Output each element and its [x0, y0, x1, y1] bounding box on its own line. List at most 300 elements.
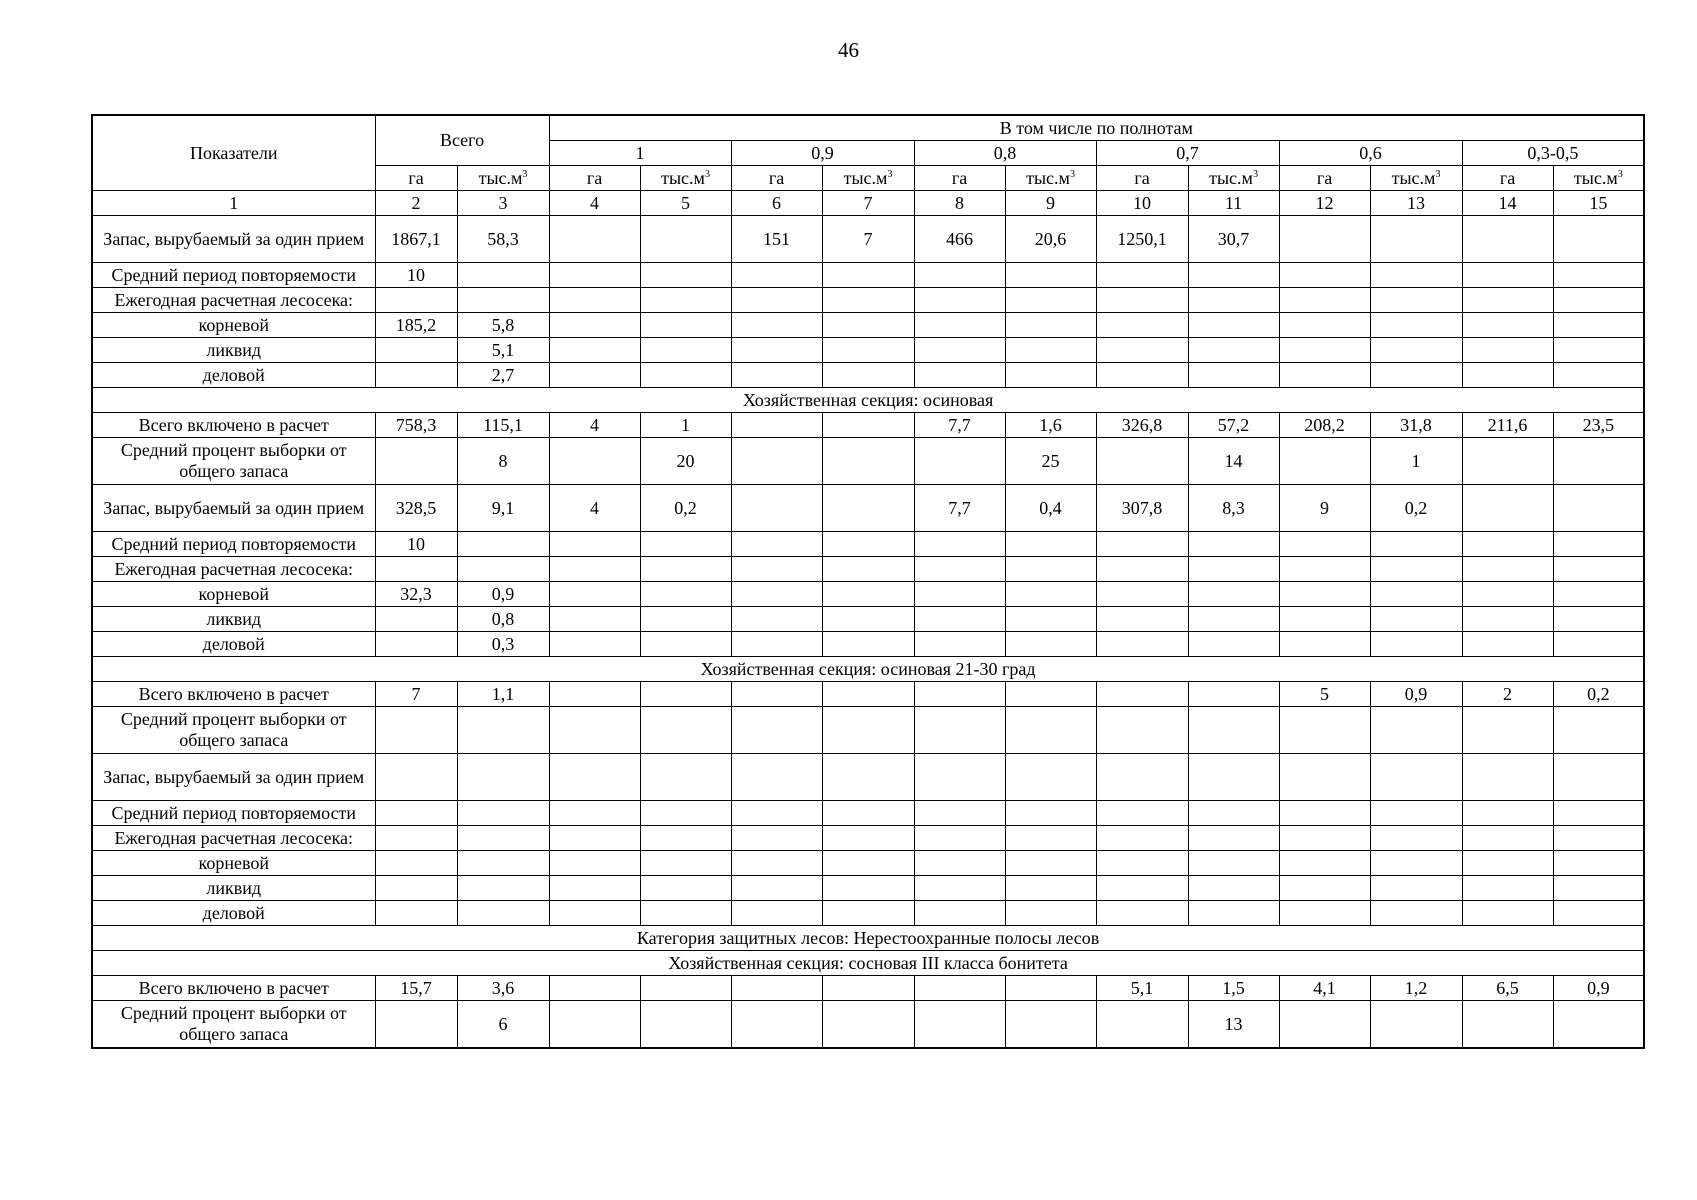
- table-cell: 1250,1: [1096, 216, 1188, 263]
- row-label: корневой: [92, 313, 375, 338]
- table-cell: [640, 976, 731, 1001]
- table-cell: [822, 582, 914, 607]
- table-cell: [1005, 263, 1096, 288]
- unit-m3-text: тыс.м: [478, 167, 523, 188]
- table-cell: 13: [1188, 1001, 1279, 1049]
- table-cell: [1279, 288, 1370, 313]
- table-cell: [1188, 754, 1279, 801]
- header-total: Всего: [375, 115, 549, 166]
- table-cell: [1279, 363, 1370, 388]
- table-cell: [1370, 216, 1462, 263]
- table-cell: [731, 826, 822, 851]
- table-cell: [640, 288, 731, 313]
- table-cell: [1005, 288, 1096, 313]
- unit-ha: га: [731, 166, 822, 191]
- table-cell: [549, 263, 640, 288]
- table-cell: [457, 851, 549, 876]
- table-cell: [640, 851, 731, 876]
- section-row: [92, 657, 1644, 682]
- table-cell: [1370, 826, 1462, 851]
- table-cell: [375, 632, 457, 657]
- row-label: Запас, вырубаемый за один прием: [92, 754, 375, 801]
- column-number: 8: [914, 191, 1005, 216]
- table-cell: [914, 607, 1005, 632]
- table-cell: [914, 826, 1005, 851]
- table-cell: 1: [1370, 438, 1462, 485]
- table-cell: 208,2: [1279, 413, 1370, 438]
- table-cell: [731, 363, 822, 388]
- table-cell: [457, 288, 549, 313]
- row-label: деловой: [92, 901, 375, 926]
- header-density: 0,8: [914, 141, 1096, 166]
- table-cell: 2,7: [457, 363, 549, 388]
- column-number: 4: [549, 191, 640, 216]
- section-row: [92, 951, 1644, 976]
- unit-m3: [1370, 166, 1462, 191]
- table-row: [92, 801, 1644, 826]
- table-cell: [822, 901, 914, 926]
- table-cell: [1462, 582, 1553, 607]
- table-cell: [1462, 338, 1553, 363]
- table-cell: 307,8: [1096, 485, 1188, 532]
- table-row: [92, 1001, 1644, 1049]
- table-cell: [1096, 754, 1188, 801]
- table-cell: [1005, 338, 1096, 363]
- table-cell: [1462, 851, 1553, 876]
- table-cell: [1462, 876, 1553, 901]
- table-cell: [1370, 851, 1462, 876]
- table-cell: 10: [375, 263, 457, 288]
- table-cell: 0,2: [1553, 682, 1644, 707]
- unit-m3-text: тыс.м: [1573, 167, 1618, 188]
- table-row: [92, 263, 1644, 288]
- table-cell: 5,1: [1096, 976, 1188, 1001]
- table-cell: 328,5: [375, 485, 457, 532]
- table-cell: [549, 682, 640, 707]
- table-cell: [1096, 607, 1188, 632]
- table-cell: 20: [640, 438, 731, 485]
- table-cell: [1462, 532, 1553, 557]
- row-label: Средний период повторяемости: [92, 801, 375, 826]
- table-row: [92, 632, 1644, 657]
- table-cell: [914, 851, 1005, 876]
- header-density: 0,9: [731, 141, 914, 166]
- table-cell: [914, 288, 1005, 313]
- table-cell: [1005, 851, 1096, 876]
- table-cell: [1553, 632, 1644, 657]
- table-cell: [1279, 216, 1370, 263]
- table-cell: [822, 413, 914, 438]
- table-row: [92, 876, 1644, 901]
- table-row: [92, 363, 1644, 388]
- table-cell: 5,1: [457, 338, 549, 363]
- table-row: [92, 582, 1644, 607]
- table-cell: [1553, 557, 1644, 582]
- table-cell: [1370, 288, 1462, 313]
- table-cell: [1005, 363, 1096, 388]
- table-cell: [1096, 876, 1188, 901]
- table-cell: 1,1: [457, 682, 549, 707]
- table-cell: 326,8: [1096, 413, 1188, 438]
- table-cell: [1096, 1001, 1188, 1049]
- table-cell: [1096, 438, 1188, 485]
- table-cell: [1188, 901, 1279, 926]
- table-cell: 6,5: [1462, 976, 1553, 1001]
- row-label: Всего включено в расчет: [92, 976, 375, 1001]
- table-cell: [1462, 485, 1553, 532]
- table-cell: 758,3: [375, 413, 457, 438]
- table-cell: 0,2: [1370, 485, 1462, 532]
- table-cell: [1553, 338, 1644, 363]
- unit-ha: га: [1279, 166, 1370, 191]
- table-cell: [1188, 876, 1279, 901]
- table-row: [92, 338, 1644, 363]
- table-cell: [1096, 263, 1188, 288]
- table-cell: [375, 707, 457, 754]
- table-cell: [1188, 338, 1279, 363]
- table-cell: [1370, 801, 1462, 826]
- table-cell: [549, 338, 640, 363]
- table-cell: 9: [1279, 485, 1370, 532]
- table-row: [92, 754, 1644, 801]
- table-cell: 25: [1005, 438, 1096, 485]
- table-cell: [1279, 607, 1370, 632]
- table-cell: [1370, 607, 1462, 632]
- table-cell: [914, 438, 1005, 485]
- table-cell: [1370, 707, 1462, 754]
- table-cell: [549, 532, 640, 557]
- row-label: корневой: [92, 851, 375, 876]
- unit-ha: га: [375, 166, 457, 191]
- table-cell: [457, 263, 549, 288]
- table-cell: 10: [375, 532, 457, 557]
- column-number: 6: [731, 191, 822, 216]
- table-cell: [457, 707, 549, 754]
- table-cell: [731, 754, 822, 801]
- table-row: [92, 826, 1644, 851]
- column-number: 2: [375, 191, 457, 216]
- table-cell: [914, 976, 1005, 1001]
- table-cell: [731, 632, 822, 657]
- page-number: 46: [838, 38, 859, 62]
- table-cell: [914, 313, 1005, 338]
- section-title: Хозяйственная секция: сосновая III класса бонитета: [92, 951, 1644, 976]
- table-cell: [822, 338, 914, 363]
- table-cell: [1553, 532, 1644, 557]
- table-cell: [1279, 438, 1370, 485]
- table-cell: [640, 532, 731, 557]
- table-cell: 5: [1279, 682, 1370, 707]
- table-cell: [1279, 826, 1370, 851]
- table-cell: 7: [375, 682, 457, 707]
- table-cell: 4: [549, 413, 640, 438]
- table-cell: [914, 263, 1005, 288]
- table-cell: [375, 607, 457, 632]
- table-cell: [1279, 901, 1370, 926]
- unit-m3-text: тыс.м: [843, 167, 888, 188]
- table-cell: [1279, 557, 1370, 582]
- table-cell: [731, 532, 822, 557]
- table-cell: [375, 438, 457, 485]
- table-cell: [640, 338, 731, 363]
- table-cell: 58,3: [457, 216, 549, 263]
- table-cell: [914, 801, 1005, 826]
- table-cell: [822, 438, 914, 485]
- table-cell: [375, 826, 457, 851]
- table-cell: [549, 754, 640, 801]
- table-cell: [731, 707, 822, 754]
- table-cell: [731, 801, 822, 826]
- table-cell: 2: [1462, 682, 1553, 707]
- unit-m3: [822, 166, 914, 191]
- table-cell: [822, 826, 914, 851]
- table-cell: 7,7: [914, 485, 1005, 532]
- table-cell: [1005, 876, 1096, 901]
- unit-m3-superscript: 3: [1435, 168, 1441, 180]
- table-cell: 0,9: [1370, 682, 1462, 707]
- row-label: Всего включено в расчет: [92, 682, 375, 707]
- table-cell: [1370, 338, 1462, 363]
- table-cell: [822, 801, 914, 826]
- table-cell: [549, 976, 640, 1001]
- table-cell: [640, 876, 731, 901]
- table-cell: [1279, 801, 1370, 826]
- table-cell: [1279, 707, 1370, 754]
- table-cell: [731, 876, 822, 901]
- row-label: Запас, вырубаемый за один прием: [92, 485, 375, 532]
- table-cell: [1462, 263, 1553, 288]
- table-cell: [1188, 682, 1279, 707]
- table-cell: [1005, 532, 1096, 557]
- table-cell: [1005, 557, 1096, 582]
- table-cell: [1553, 438, 1644, 485]
- table-cell: [1096, 557, 1188, 582]
- table-cell: 20,6: [1005, 216, 1096, 263]
- row-label: ликвид: [92, 876, 375, 901]
- table-cell: [1279, 851, 1370, 876]
- table-cell: [1188, 826, 1279, 851]
- header-indicators: Показатели: [92, 115, 375, 191]
- unit-m3-superscript: 3: [887, 168, 893, 180]
- table-cell: 185,2: [375, 313, 457, 338]
- table-cell: [731, 485, 822, 532]
- table-cell: [1188, 288, 1279, 313]
- row-label: ликвид: [92, 338, 375, 363]
- unit-ha: га: [549, 166, 640, 191]
- table-cell: 1,2: [1370, 976, 1462, 1001]
- table-cell: [1553, 288, 1644, 313]
- table-cell: [1553, 851, 1644, 876]
- header-density: 0,3-0,5: [1462, 141, 1644, 166]
- row-label: корневой: [92, 582, 375, 607]
- table-cell: [1370, 632, 1462, 657]
- table-cell: [375, 363, 457, 388]
- table-cell: [640, 313, 731, 338]
- table-cell: [731, 313, 822, 338]
- table-cell: [1005, 826, 1096, 851]
- row-label: ликвид: [92, 607, 375, 632]
- table-cell: 1,5: [1188, 976, 1279, 1001]
- row-label: Средний период повторяемости: [92, 532, 375, 557]
- table-cell: [457, 557, 549, 582]
- table-cell: [1370, 313, 1462, 338]
- table-cell: [1096, 582, 1188, 607]
- table-cell: [914, 707, 1005, 754]
- table-cell: [549, 801, 640, 826]
- table-cell: [375, 288, 457, 313]
- table-row: [92, 313, 1644, 338]
- unit-m3: [1188, 166, 1279, 191]
- column-number: 5: [640, 191, 731, 216]
- section-row: [92, 926, 1644, 951]
- table-cell: [1188, 557, 1279, 582]
- row-label: Ежегодная расчетная лесосека:: [92, 826, 375, 851]
- table-cell: [914, 582, 1005, 607]
- table-cell: [375, 1001, 457, 1049]
- unit-ha: га: [1462, 166, 1553, 191]
- table-cell: 1,6: [1005, 413, 1096, 438]
- table-row: [92, 438, 1644, 485]
- table-cell: [822, 485, 914, 532]
- table-cell: [822, 682, 914, 707]
- table-cell: [1553, 754, 1644, 801]
- table-cell: [1553, 876, 1644, 901]
- header-density: 1: [549, 141, 731, 166]
- table-cell: [731, 288, 822, 313]
- table-cell: [1462, 754, 1553, 801]
- table-cell: [914, 557, 1005, 582]
- table-cell: [822, 532, 914, 557]
- table-cell: [914, 632, 1005, 657]
- table-cell: [1279, 754, 1370, 801]
- table-cell: [1005, 313, 1096, 338]
- table-cell: 0,9: [1553, 976, 1644, 1001]
- table-cell: [1370, 532, 1462, 557]
- row-label: Средний процент выборки от общего запаса: [92, 707, 375, 754]
- table-cell: [1462, 632, 1553, 657]
- table-cell: [731, 438, 822, 485]
- section-row: [92, 388, 1644, 413]
- table-cell: [731, 976, 822, 1001]
- table-cell: [640, 582, 731, 607]
- table-cell: 4,1: [1279, 976, 1370, 1001]
- table-cell: [1096, 826, 1188, 851]
- header-by-density: В том числе по полнотам: [549, 115, 1644, 141]
- table-cell: [914, 338, 1005, 363]
- table-cell: [549, 607, 640, 632]
- table-cell: [1279, 338, 1370, 363]
- table-cell: [457, 754, 549, 801]
- table-cell: [822, 363, 914, 388]
- table-cell: [731, 607, 822, 632]
- table-cell: [1188, 607, 1279, 632]
- table-cell: [822, 557, 914, 582]
- table-cell: [1096, 338, 1188, 363]
- unit-m3-superscript: 3: [704, 168, 710, 180]
- table-cell: [375, 901, 457, 926]
- table-cell: [1370, 901, 1462, 926]
- table-cell: [1462, 216, 1553, 263]
- table-cell: [1462, 707, 1553, 754]
- unit-ha: га: [914, 166, 1005, 191]
- table-cell: 115,1: [457, 413, 549, 438]
- table-cell: [1553, 216, 1644, 263]
- table-cell: 9,1: [457, 485, 549, 532]
- table-cell: [549, 901, 640, 926]
- table-cell: [1370, 582, 1462, 607]
- table-cell: [1188, 313, 1279, 338]
- table-cell: [549, 851, 640, 876]
- table-cell: [1553, 707, 1644, 754]
- table-row: [92, 557, 1644, 582]
- unit-m3-text: тыс.м: [661, 167, 705, 188]
- table-cell: [640, 707, 731, 754]
- table-cell: [822, 263, 914, 288]
- table-cell: [1370, 1001, 1462, 1049]
- table-cell: 23,5: [1553, 413, 1644, 438]
- table-cell: [914, 1001, 1005, 1049]
- table-row: [92, 901, 1644, 926]
- table-cell: 57,2: [1188, 413, 1279, 438]
- table-cell: [1462, 313, 1553, 338]
- unit-m3: [457, 166, 549, 191]
- table-cell: 0,4: [1005, 485, 1096, 532]
- column-number: 3: [457, 191, 549, 216]
- table-cell: [731, 582, 822, 607]
- column-number: 11: [1188, 191, 1279, 216]
- table-cell: [640, 632, 731, 657]
- unit-m3: [640, 166, 731, 191]
- table-cell: 30,7: [1188, 216, 1279, 263]
- table-row: [92, 532, 1644, 557]
- table-cell: [822, 976, 914, 1001]
- table-cell: [549, 313, 640, 338]
- table-cell: [1096, 632, 1188, 657]
- table-cell: 0,2: [640, 485, 731, 532]
- row-label: деловой: [92, 363, 375, 388]
- table-cell: 3,6: [457, 976, 549, 1001]
- table-cell: [640, 754, 731, 801]
- table-cell: [640, 1001, 731, 1049]
- table-cell: [822, 607, 914, 632]
- table-cell: 1867,1: [375, 216, 457, 263]
- column-number: 7: [822, 191, 914, 216]
- table-cell: [1096, 851, 1188, 876]
- table-cell: 31,8: [1370, 413, 1462, 438]
- table-cell: [457, 826, 549, 851]
- table-cell: [1188, 532, 1279, 557]
- table-row: [92, 485, 1644, 532]
- table-cell: [1553, 1001, 1644, 1049]
- unit-m3-superscript: 3: [1617, 168, 1623, 180]
- table-cell: [1005, 801, 1096, 826]
- table-cell: [640, 682, 731, 707]
- table-cell: [1462, 1001, 1553, 1049]
- table-cell: [640, 216, 731, 263]
- table-cell: [1005, 901, 1096, 926]
- table-cell: [914, 876, 1005, 901]
- table-cell: [1370, 557, 1462, 582]
- table-cell: [457, 901, 549, 926]
- table-cell: [549, 826, 640, 851]
- table-cell: [1096, 313, 1188, 338]
- table-cell: [731, 1001, 822, 1049]
- table-cell: [1005, 632, 1096, 657]
- table-cell: 1: [640, 413, 731, 438]
- table-cell: [549, 1001, 640, 1049]
- table-cell: [1462, 826, 1553, 851]
- table-row: [92, 976, 1644, 1001]
